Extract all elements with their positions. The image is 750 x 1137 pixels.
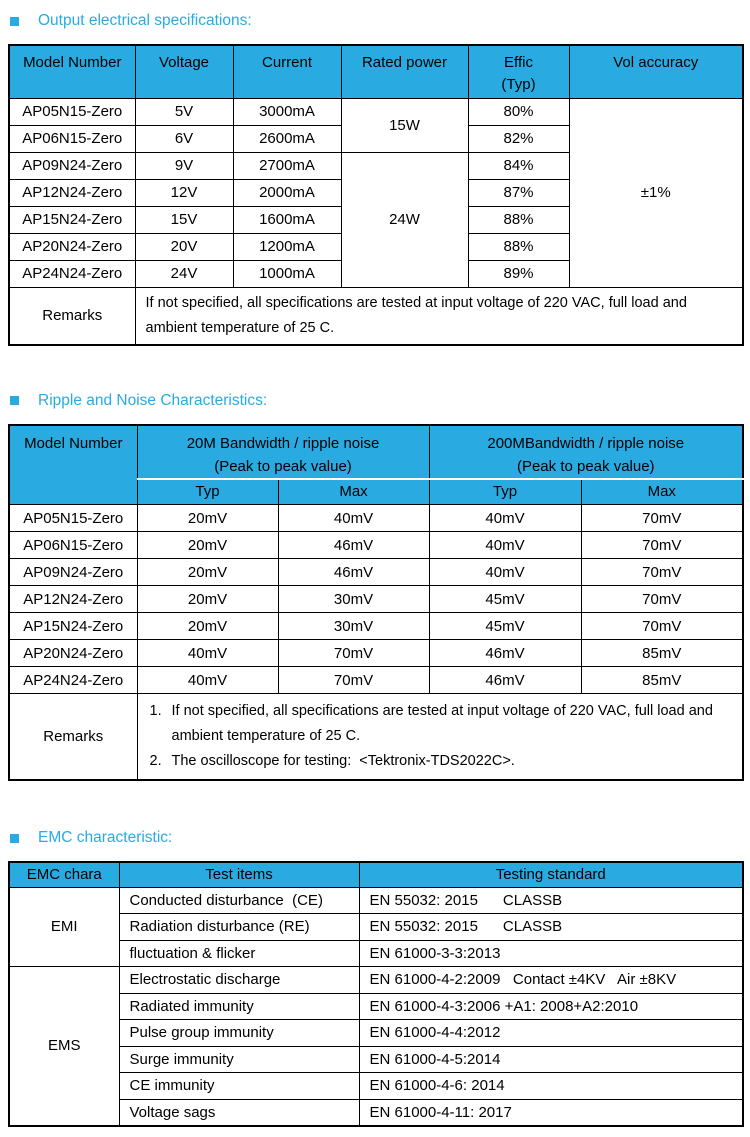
header-cell-emc-chara: EMC chara <box>9 862 119 887</box>
section-title-output-specs <box>10 12 742 30</box>
cell-standard: EN 55032: 2015 CLASSB <box>359 914 743 941</box>
cell-model: AP24N24-Zero <box>9 260 135 287</box>
cell-typ-200m: 45mV <box>429 586 581 613</box>
header-label: Model Number <box>23 54 122 71</box>
cell-effic: 84% <box>468 152 569 179</box>
cell-current: 1200mA <box>233 233 341 260</box>
cell-current: 2000mA <box>233 179 341 206</box>
table-row <box>9 887 743 914</box>
table-header-row <box>9 425 743 479</box>
header-cell-200m-bandwidth <box>429 425 743 479</box>
section-title-text: EMC characteristic: <box>38 829 173 846</box>
table-row <box>9 667 743 694</box>
cell-max-200m: 85mV <box>581 640 743 667</box>
cell-effic: 82% <box>468 125 569 152</box>
header-cell-vol-accuracy <box>569 45 743 98</box>
cell-effic: 80% <box>468 98 569 125</box>
cell-max-200m: 70mV <box>581 559 743 586</box>
cell-max-20m: 46mV <box>278 559 429 586</box>
cell-standard: EN 61000-4-5:2014 <box>359 1046 743 1073</box>
cell-voltage: 5V <box>135 98 233 125</box>
remark-text: If not specified, all specifications are tested at input voltage of 220 VAC, full load and ambient temperature of 25 C. <box>171 703 717 744</box>
cell-typ-200m: 46mV <box>429 640 581 667</box>
cell-current: 1600mA <box>233 206 341 233</box>
cell-max-20m: 30mV <box>278 586 429 613</box>
remarks-text: If not specified, all specifications are tested at input voltage of 220 VAC, full load and ambient temperature of 25 C. <box>135 287 743 345</box>
cell-model: AP15N24-Zero <box>9 206 135 233</box>
cell-typ-200m: 40mV <box>429 559 581 586</box>
cell-test-item: Surge immunity <box>119 1046 359 1073</box>
cell-group-ems: EMS <box>9 967 119 1126</box>
cell-voltage: 12V <box>135 179 233 206</box>
bullet-square-icon <box>10 396 19 405</box>
cell-typ-20m: 20mV <box>137 532 278 559</box>
cell-max-200m: 70mV <box>581 505 743 532</box>
table-row <box>9 505 743 532</box>
header-cell-effic <box>468 45 569 98</box>
header-label: Voltage <box>158 54 210 71</box>
cell-effic: 89% <box>468 260 569 287</box>
cell-max-200m: 70mV <box>581 613 743 640</box>
cell-test-item: CE immunity <box>119 1073 359 1100</box>
header-label: Current <box>261 54 313 71</box>
bullet-square-icon <box>10 834 19 843</box>
header-cell-model-number <box>9 425 137 505</box>
cell-voltage: 20V <box>135 233 233 260</box>
cell-current: 3000mA <box>233 98 341 125</box>
cell-test-item: Radiated immunity <box>119 993 359 1020</box>
emc-table <box>8 861 744 1127</box>
header-cell-rated-power <box>341 45 468 98</box>
cell-typ-200m: 45mV <box>429 613 581 640</box>
cell-max-20m: 70mV <box>278 667 429 694</box>
remark-number: 1. <box>149 703 162 719</box>
header-cell-max-20m: Max <box>278 479 429 505</box>
cell-typ-20m: 20mV <box>137 559 278 586</box>
cell-model: AP05N15-Zero <box>9 98 135 125</box>
section-title-text: Ripple and Noise Characteristics: <box>38 391 268 409</box>
cell-typ-200m: 46mV <box>429 667 581 694</box>
remarks-row <box>9 694 743 781</box>
section-title-emc <box>10 829 742 847</box>
header-cell-testing-standard: Testing standard <box>359 862 743 887</box>
table-row <box>9 940 743 967</box>
cell-current: 2700mA <box>233 152 341 179</box>
cell-test-item: fluctuation & flicker <box>119 940 359 967</box>
remark-text: The oscilloscope for testing: <Tektronix-TDS2022C>. <box>171 753 515 769</box>
header-label: (Peak to peak value) <box>516 457 655 475</box>
table-row <box>9 967 743 994</box>
cell-typ-20m: 40mV <box>137 667 278 694</box>
header-label: (Typ) <box>501 76 536 93</box>
header-label: Model Number <box>24 434 123 452</box>
header-label: (Peak to peak value) <box>214 457 352 475</box>
remarks-label: Remarks <box>9 694 137 781</box>
cell-model: AP20N24-Zero <box>9 640 137 667</box>
cell-model: AP15N24-Zero <box>9 613 137 640</box>
cell-model: AP12N24-Zero <box>9 179 135 206</box>
cell-vol-accuracy: ±1% <box>569 98 743 287</box>
cell-typ-20m: 20mV <box>137 505 278 532</box>
header-label: Vol accuracy <box>613 54 699 71</box>
cell-typ-200m: 40mV <box>429 532 581 559</box>
table-row <box>9 98 743 125</box>
cell-model: AP06N15-Zero <box>9 532 137 559</box>
cell-group-emi: EMI <box>9 887 119 967</box>
cell-typ-200m: 40mV <box>429 505 581 532</box>
cell-model: AP06N15-Zero <box>9 125 135 152</box>
cell-max-20m: 46mV <box>278 532 429 559</box>
table-row <box>9 559 743 586</box>
cell-rated-power-24w: 24W <box>341 152 468 287</box>
cell-standard: EN 61000-4-2:2009 Contact ±4KV Air ±8KV <box>359 967 743 994</box>
cell-test-item: Electrostatic discharge <box>119 967 359 994</box>
cell-typ-20m: 40mV <box>137 640 278 667</box>
cell-max-200m: 70mV <box>581 532 743 559</box>
cell-voltage: 24V <box>135 260 233 287</box>
cell-voltage: 15V <box>135 206 233 233</box>
table-row <box>9 586 743 613</box>
header-cell-max-200m: Max <box>581 479 743 505</box>
ripple-noise-table <box>8 424 744 782</box>
section-title-ripple-noise <box>10 392 742 410</box>
table-header-row <box>9 45 743 98</box>
cell-model: AP09N24-Zero <box>9 559 137 586</box>
cell-standard: EN 61000-4-3:2006 +A1: 2008+A2:2010 <box>359 993 743 1020</box>
header-cell-typ-200m: Typ <box>429 479 581 505</box>
cell-voltage: 9V <box>135 152 233 179</box>
remarks-row <box>9 287 743 345</box>
cell-effic: 88% <box>468 233 569 260</box>
table-row <box>9 1099 743 1126</box>
header-cell-voltage <box>135 45 233 98</box>
section-title-text: Output electrical specifications: <box>38 12 252 29</box>
remarks-label: Remarks <box>9 287 135 345</box>
header-cell-typ-20m: Typ <box>137 479 278 505</box>
cell-model: AP24N24-Zero <box>9 667 137 694</box>
cell-test-item: Radiation disturbance (RE) <box>119 914 359 941</box>
cell-current: 1000mA <box>233 260 341 287</box>
header-label: Rated power <box>361 54 448 71</box>
cell-max-200m: 70mV <box>581 586 743 613</box>
cell-standard: EN 61000-4-6: 2014 <box>359 1073 743 1100</box>
cell-typ-20m: 20mV <box>137 586 278 613</box>
cell-test-item: Pulse group immunity <box>119 1020 359 1047</box>
table-row <box>9 1046 743 1073</box>
cell-rated-power-15w: 15W <box>341 98 468 152</box>
table-row <box>9 532 743 559</box>
cell-standard: EN 61000-4-11: 2017 <box>359 1099 743 1126</box>
cell-max-200m: 85mV <box>581 667 743 694</box>
remark-item <box>144 749 735 774</box>
cell-voltage: 6V <box>135 125 233 152</box>
header-cell-current <box>233 45 341 98</box>
table-row <box>9 613 743 640</box>
cell-model: AP09N24-Zero <box>9 152 135 179</box>
header-label: 200MBandwidth / ripple noise <box>487 434 685 452</box>
cell-standard: EN 55032: 2015 CLASSB <box>359 887 743 914</box>
cell-standard: EN 61000-4-4:2012 <box>359 1020 743 1047</box>
remarks-text <box>137 694 743 781</box>
bullet-square-icon <box>10 17 19 26</box>
cell-effic: 87% <box>468 179 569 206</box>
table-row <box>9 1020 743 1047</box>
cell-max-20m: 70mV <box>278 640 429 667</box>
cell-max-20m: 30mV <box>278 613 429 640</box>
cell-test-item: Voltage sags <box>119 1099 359 1126</box>
cell-max-20m: 40mV <box>278 505 429 532</box>
cell-typ-20m: 20mV <box>137 613 278 640</box>
cell-current: 2600mA <box>233 125 341 152</box>
header-cell-model-number <box>9 45 135 98</box>
table-row <box>9 914 743 941</box>
remark-item <box>144 699 735 749</box>
cell-model: AP20N24-Zero <box>9 233 135 260</box>
table-row <box>9 1073 743 1100</box>
remark-number: 2. <box>149 753 162 769</box>
header-cell-20m-bandwidth <box>137 425 429 479</box>
cell-standard: EN 61000-3-3:2013 <box>359 940 743 967</box>
cell-test-item: Conducted disturbance (CE) <box>119 887 359 914</box>
cell-effic: 88% <box>468 206 569 233</box>
table-row <box>9 993 743 1020</box>
header-label: Effic <box>504 54 533 71</box>
output-specs-table <box>8 44 744 346</box>
table-header-row <box>9 862 743 887</box>
header-label: 20M Bandwidth / ripple noise <box>186 434 380 452</box>
header-cell-test-items: Test items <box>119 862 359 887</box>
cell-model: AP05N15-Zero <box>9 505 137 532</box>
table-row <box>9 640 743 667</box>
cell-model: AP12N24-Zero <box>9 586 137 613</box>
